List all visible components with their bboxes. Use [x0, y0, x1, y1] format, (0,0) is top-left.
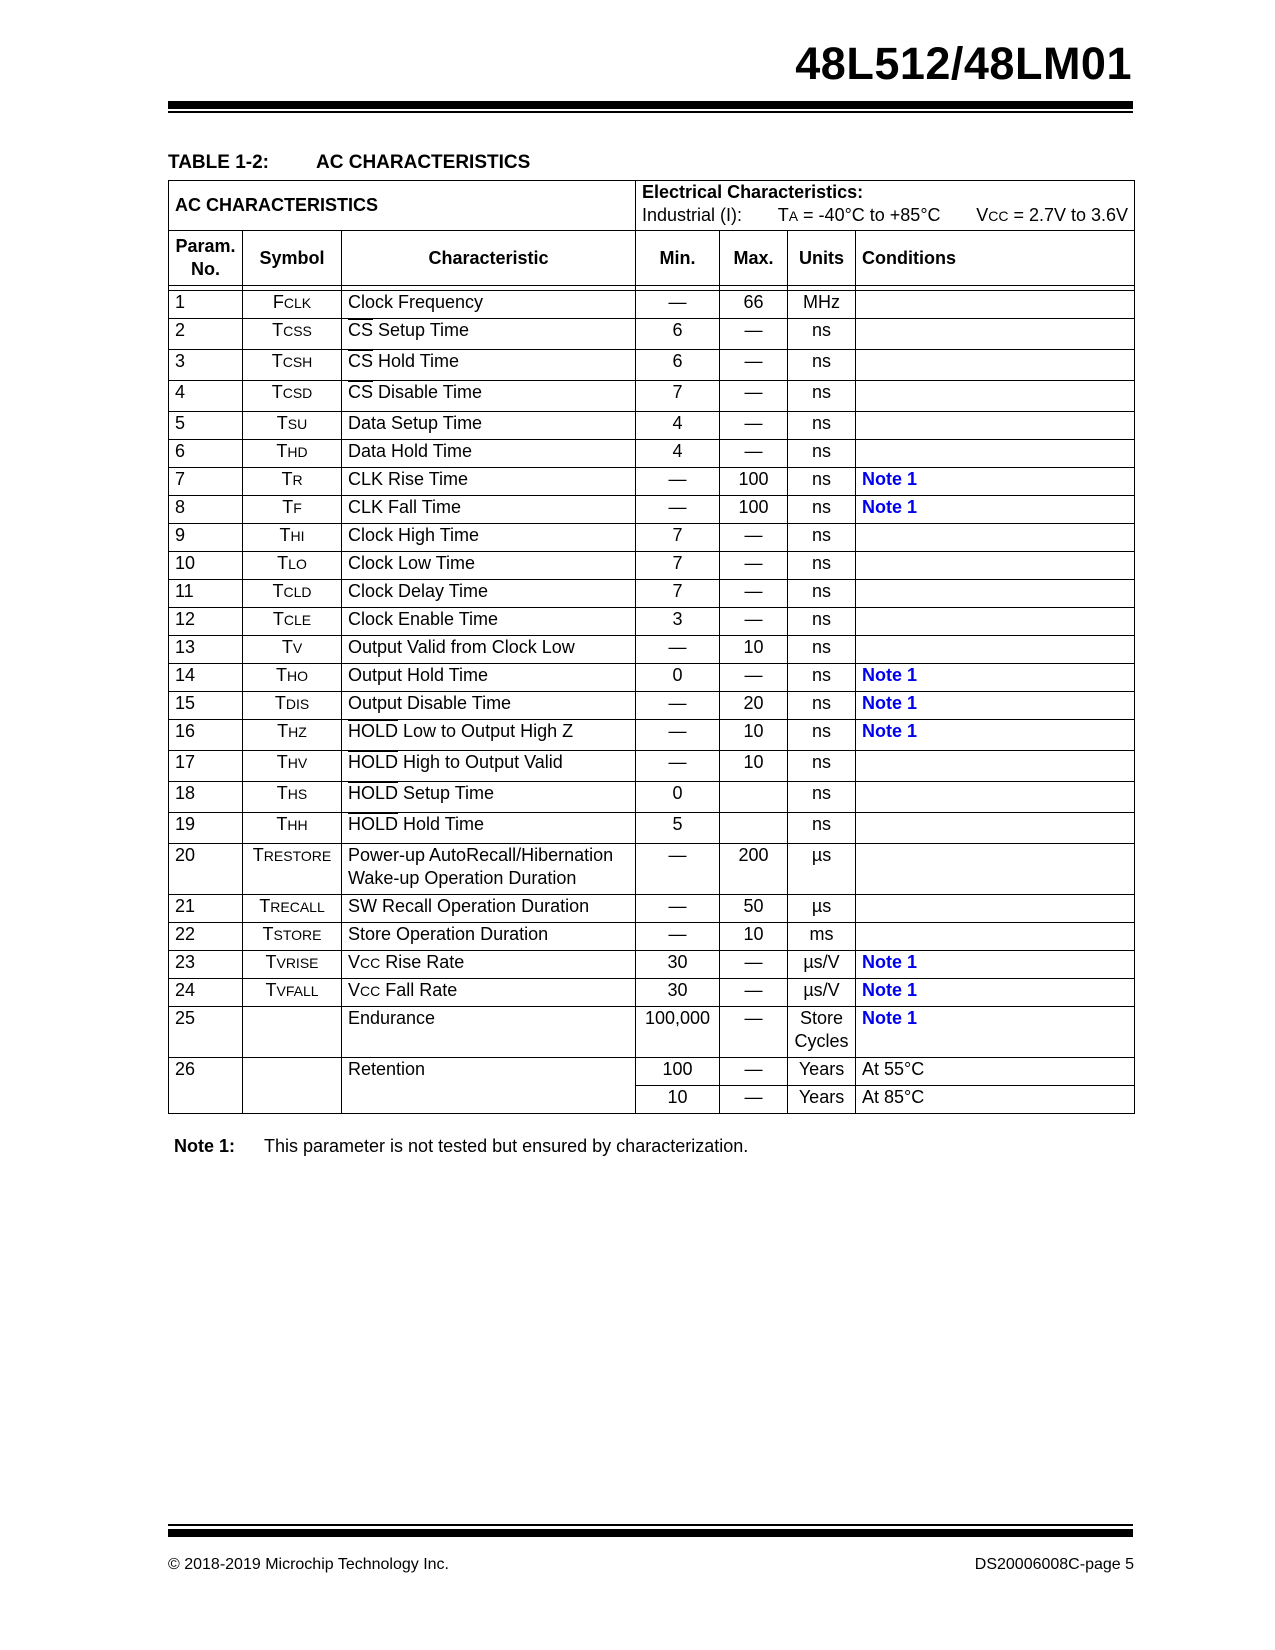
param-number: 18 [169, 782, 243, 813]
characteristic-cell: CLK Fall Time [342, 496, 636, 524]
characteristic-cell: Clock Enable Time [342, 608, 636, 636]
table-row [169, 496, 1135, 524]
characteristic-cell: Output Hold Time [342, 664, 636, 692]
min-value: 7 [636, 580, 720, 608]
param-number: 1 [169, 291, 243, 319]
col-header-param: Param. No. [169, 231, 243, 286]
conditions-value [856, 636, 1135, 664]
table-row [169, 291, 1135, 319]
units-value: ns [788, 552, 856, 580]
symbol-cell: FCLK [243, 291, 342, 319]
characteristic-cell: HOLD Hold Time [342, 813, 636, 844]
min-value: — [636, 844, 720, 895]
min-value: 10 [636, 1086, 720, 1114]
characteristic-cell: HOLD Low to Output High Z [342, 720, 636, 751]
max-value: 50 [720, 895, 788, 923]
note-1-link[interactable]: Note 1 [862, 665, 918, 685]
table-row [169, 440, 1135, 468]
column-header-row [169, 231, 1135, 286]
param-number: 12 [169, 608, 243, 636]
table-row [169, 720, 1135, 751]
min-value: 100 [636, 1058, 720, 1086]
symbol-cell: THD [243, 440, 342, 468]
min-value: 6 [636, 350, 720, 381]
table-row [169, 319, 1135, 350]
table-caption-title: AC CHARACTERISTICS [316, 152, 531, 173]
param-number: 6 [169, 440, 243, 468]
max-value: — [720, 350, 788, 381]
symbol-cell: TVRISE [243, 951, 342, 979]
note-1-link[interactable]: Note 1 [862, 980, 918, 1000]
param-number: 24 [169, 979, 243, 1007]
note-1-link[interactable]: Note 1 [862, 497, 918, 517]
units-value: Years [788, 1058, 856, 1086]
industrial-label: Industrial (I): [642, 205, 743, 225]
min-value: 30 [636, 951, 720, 979]
min-value: — [636, 291, 720, 319]
min-value: 7 [636, 552, 720, 580]
note-1-link[interactable]: Note 1 [862, 1008, 918, 1028]
symbol-cell: TF [243, 496, 342, 524]
conditions-value [856, 291, 1135, 319]
units-value: ns [788, 608, 856, 636]
symbol-cell: THS [243, 782, 342, 813]
max-value: — [720, 979, 788, 1007]
param-number: 11 [169, 580, 243, 608]
characteristic-cell: $\overline{CS}$ Hold Time [342, 350, 636, 381]
symbol-cell: THI [243, 524, 342, 552]
param-number: 5 [169, 412, 243, 440]
conditions-value [856, 350, 1135, 381]
max-value: 10 [720, 751, 788, 782]
characteristic-cell: Clock Frequency [342, 291, 636, 319]
units-value: ms [788, 923, 856, 951]
min-value: 4 [636, 440, 720, 468]
param-number: 26 [169, 1058, 243, 1114]
conditions-value [856, 412, 1135, 440]
symbol-cell: THH [243, 813, 342, 844]
characteristic-cell: HOLD Setup Time [342, 782, 636, 813]
characteristic-cell: SW Recall Operation Duration [342, 895, 636, 923]
param-number: 14 [169, 664, 243, 692]
param-number: 7 [169, 468, 243, 496]
conditions-value [856, 720, 1135, 751]
symbol-cell: THO [243, 664, 342, 692]
electrical-characteristics-heading: Electrical Characteristics: [642, 182, 864, 202]
table-row [169, 664, 1135, 692]
param-number: 22 [169, 923, 243, 951]
max-value: — [720, 1058, 788, 1086]
param-number: 3 [169, 350, 243, 381]
units-value: Store Cycles [788, 1007, 856, 1058]
conditions-value [856, 580, 1135, 608]
param-number: 2 [169, 319, 243, 350]
min-value: — [636, 895, 720, 923]
param-number: 15 [169, 692, 243, 720]
units-value: ns [788, 496, 856, 524]
table-row [169, 692, 1135, 720]
min-value: — [636, 923, 720, 951]
symbol-cell: TLO [243, 552, 342, 580]
max-value: 66 [720, 291, 788, 319]
note-1-link[interactable]: Note 1 [862, 469, 918, 489]
conditions-value [856, 751, 1135, 782]
conditions-value [856, 923, 1135, 951]
conditions-value [856, 1007, 1135, 1058]
conditions-value: At 55°C [856, 1058, 1135, 1086]
characteristic-cell: Output Disable Time [342, 692, 636, 720]
ac-characteristics-table [168, 180, 1135, 1114]
max-value [720, 782, 788, 813]
max-value: — [720, 412, 788, 440]
table-row [169, 580, 1135, 608]
max-value: — [720, 608, 788, 636]
note-text: This parameter is not tested but ensured by characterization. [264, 1136, 749, 1156]
col-header-units: Units [788, 231, 856, 286]
min-value: 0 [636, 664, 720, 692]
param-number: 20 [169, 844, 243, 895]
param-number: 17 [169, 751, 243, 782]
conditions-value: At 85°C [856, 1086, 1135, 1114]
table-row [169, 782, 1135, 813]
units-value: ns [788, 692, 856, 720]
characteristic-cell: HOLD High to Output Valid [342, 751, 636, 782]
conditions-value [856, 782, 1135, 813]
table-caption-number: TABLE 1-2: [168, 152, 269, 173]
conditions-value [856, 468, 1135, 496]
max-value: — [720, 440, 788, 468]
min-value: 6 [636, 319, 720, 350]
units-value: ns [788, 350, 856, 381]
param-number: 13 [169, 636, 243, 664]
table-row [169, 923, 1135, 951]
note-1-link[interactable]: Note 1 [862, 952, 918, 972]
units-value: ns [788, 580, 856, 608]
table-row [169, 468, 1135, 496]
min-value: — [636, 636, 720, 664]
symbol-cell [243, 1058, 342, 1114]
footer-page-number: DS20006008C-page 5 [974, 1556, 1134, 1573]
symbol-cell: TSU [243, 412, 342, 440]
units-value: ns [788, 782, 856, 813]
conditions-value [856, 524, 1135, 552]
characteristic-cell: Retention [342, 1058, 636, 1114]
vcc-range: VCC = 2.7V to 3.6V [976, 205, 1129, 225]
conditions-value [856, 664, 1135, 692]
max-value: 10 [720, 636, 788, 664]
max-value: — [720, 524, 788, 552]
max-value: — [720, 381, 788, 412]
characteristic-cell: Data Hold Time [342, 440, 636, 468]
units-value: µs/V [788, 979, 856, 1007]
units-value: Years [788, 1086, 856, 1114]
units-value: µs [788, 895, 856, 923]
conditions-value [856, 813, 1135, 844]
symbol-cell: TCSH [243, 350, 342, 381]
conditions-value [856, 440, 1135, 468]
symbol-cell: TR [243, 468, 342, 496]
conditions-value [856, 381, 1135, 412]
max-value: — [720, 580, 788, 608]
table-row [169, 979, 1135, 1007]
table-row [169, 844, 1135, 895]
param-number: 10 [169, 552, 243, 580]
characteristic-cell: Data Setup Time [342, 412, 636, 440]
footer-rule-thick [168, 1529, 1133, 1537]
min-value: 4 [636, 412, 720, 440]
characteristic-cell: Output Valid from Clock Low [342, 636, 636, 664]
characteristic-cell: VCC Rise Rate [342, 951, 636, 979]
conditions-value [856, 844, 1135, 895]
max-value: 10 [720, 923, 788, 951]
param-number: 21 [169, 895, 243, 923]
param-number: 8 [169, 496, 243, 524]
param-number: 9 [169, 524, 243, 552]
table-row [169, 412, 1135, 440]
symbol-cell: TCLE [243, 608, 342, 636]
units-value: µs [788, 844, 856, 895]
table-row [169, 608, 1135, 636]
units-value: ns [788, 381, 856, 412]
max-value: 200 [720, 844, 788, 895]
symbol-cell: TCSS [243, 319, 342, 350]
characteristic-cell: Endurance [342, 1007, 636, 1058]
units-value: ns [788, 440, 856, 468]
conditions-value [856, 692, 1135, 720]
table-caption [168, 152, 530, 174]
min-value: — [636, 751, 720, 782]
min-value: — [636, 496, 720, 524]
table-row [169, 895, 1135, 923]
table-note [174, 1136, 748, 1157]
symbol-cell: TSTORE [243, 923, 342, 951]
max-value: — [720, 319, 788, 350]
symbol-cell: TRECALL [243, 895, 342, 923]
characteristic-cell: Clock High Time [342, 524, 636, 552]
characteristic-cell: Clock Low Time [342, 552, 636, 580]
units-value: ns [788, 636, 856, 664]
col-header-conditions: Conditions [856, 231, 1135, 286]
symbol-cell: TDIS [243, 692, 342, 720]
max-value: 20 [720, 692, 788, 720]
min-value: — [636, 468, 720, 496]
col-header-max: Max. [720, 231, 788, 286]
min-value: — [636, 720, 720, 751]
min-value: 7 [636, 524, 720, 552]
max-value: — [720, 951, 788, 979]
symbol-cell: TV [243, 636, 342, 664]
symbol-cell [243, 1007, 342, 1058]
param-number: 25 [169, 1007, 243, 1058]
symbol-cell: TRESTORE [243, 844, 342, 895]
param-number: 16 [169, 720, 243, 751]
units-value: ns [788, 412, 856, 440]
col-header-characteristic: Characteristic [342, 231, 636, 286]
table-row [169, 1058, 1135, 1086]
max-value: 100 [720, 496, 788, 524]
conditions-value [856, 951, 1135, 979]
table-row [169, 350, 1135, 381]
max-value [720, 813, 788, 844]
conditions-value [856, 552, 1135, 580]
table-row [169, 1007, 1135, 1058]
characteristic-cell: VCC Fall Rate [342, 979, 636, 1007]
characteristic-cell: Power-up AutoRecall/Hibernation Wake-up Operation Duration [342, 844, 636, 895]
min-value: 3 [636, 608, 720, 636]
footer-copyright: © 2018-2019 Microchip Technology Inc. [168, 1556, 449, 1573]
max-value: — [720, 552, 788, 580]
table-row [169, 813, 1135, 844]
footer-rule-thin [168, 1524, 1133, 1526]
units-value: ns [788, 751, 856, 782]
max-value: — [720, 1086, 788, 1114]
symbol-cell: TCSD [243, 381, 342, 412]
conditions-value [856, 608, 1135, 636]
characteristic-cell: CLK Rise Time [342, 468, 636, 496]
ta-range: TA = -40°C to +85°C [777, 205, 941, 225]
document-title: 48L512/48LM01 [795, 38, 1132, 89]
characteristic-cell: $\overline{CS}$ Disable Time [342, 381, 636, 412]
units-value: ns [788, 720, 856, 751]
conditions-value [856, 895, 1135, 923]
max-value: — [720, 664, 788, 692]
min-value: 0 [636, 782, 720, 813]
electrical-characteristics-cell [636, 181, 1135, 231]
table-header-top-row [169, 181, 1135, 231]
header-rule-thick [168, 101, 1133, 109]
units-value: ns [788, 468, 856, 496]
table-row [169, 552, 1135, 580]
table-body [169, 181, 1135, 1114]
table-row [169, 636, 1135, 664]
symbol-cell: THZ [243, 720, 342, 751]
conditions-value [856, 979, 1135, 1007]
max-value: 100 [720, 468, 788, 496]
units-value: ns [788, 524, 856, 552]
units-value: ns [788, 319, 856, 350]
ac-characteristics-heading: AC CHARACTERISTICS [169, 181, 636, 231]
table-row [169, 381, 1135, 412]
table-row [169, 524, 1135, 552]
units-value: ns [788, 664, 856, 692]
units-value: µs/V [788, 951, 856, 979]
characteristic-cell: Clock Delay Time [342, 580, 636, 608]
param-number: 4 [169, 381, 243, 412]
table-row [169, 951, 1135, 979]
symbol-cell: THV [243, 751, 342, 782]
param-number: 19 [169, 813, 243, 844]
conditions-value [856, 496, 1135, 524]
characteristic-cell: $\overline{CS}$ Setup Time [342, 319, 636, 350]
characteristic-cell: Store Operation Duration [342, 923, 636, 951]
min-value: 7 [636, 381, 720, 412]
units-value: MHz [788, 291, 856, 319]
table-row [169, 751, 1135, 782]
col-header-min: Min. [636, 231, 720, 286]
min-value: 5 [636, 813, 720, 844]
col-header-symbol: Symbol [243, 231, 342, 286]
symbol-cell: TCLD [243, 580, 342, 608]
param-number: 23 [169, 951, 243, 979]
note-1-link[interactable]: Note 1 [862, 721, 918, 741]
header-rule-thin [168, 111, 1133, 113]
conditions-value [856, 319, 1135, 350]
note-label: Note 1: [174, 1136, 236, 1156]
min-value: — [636, 692, 720, 720]
max-value: 10 [720, 720, 788, 751]
max-value: — [720, 1007, 788, 1058]
min-value: 100,000 [636, 1007, 720, 1058]
note-1-link[interactable]: Note 1 [862, 693, 918, 713]
symbol-cell: TVFALL [243, 979, 342, 1007]
units-value: ns [788, 813, 856, 844]
min-value: 30 [636, 979, 720, 1007]
